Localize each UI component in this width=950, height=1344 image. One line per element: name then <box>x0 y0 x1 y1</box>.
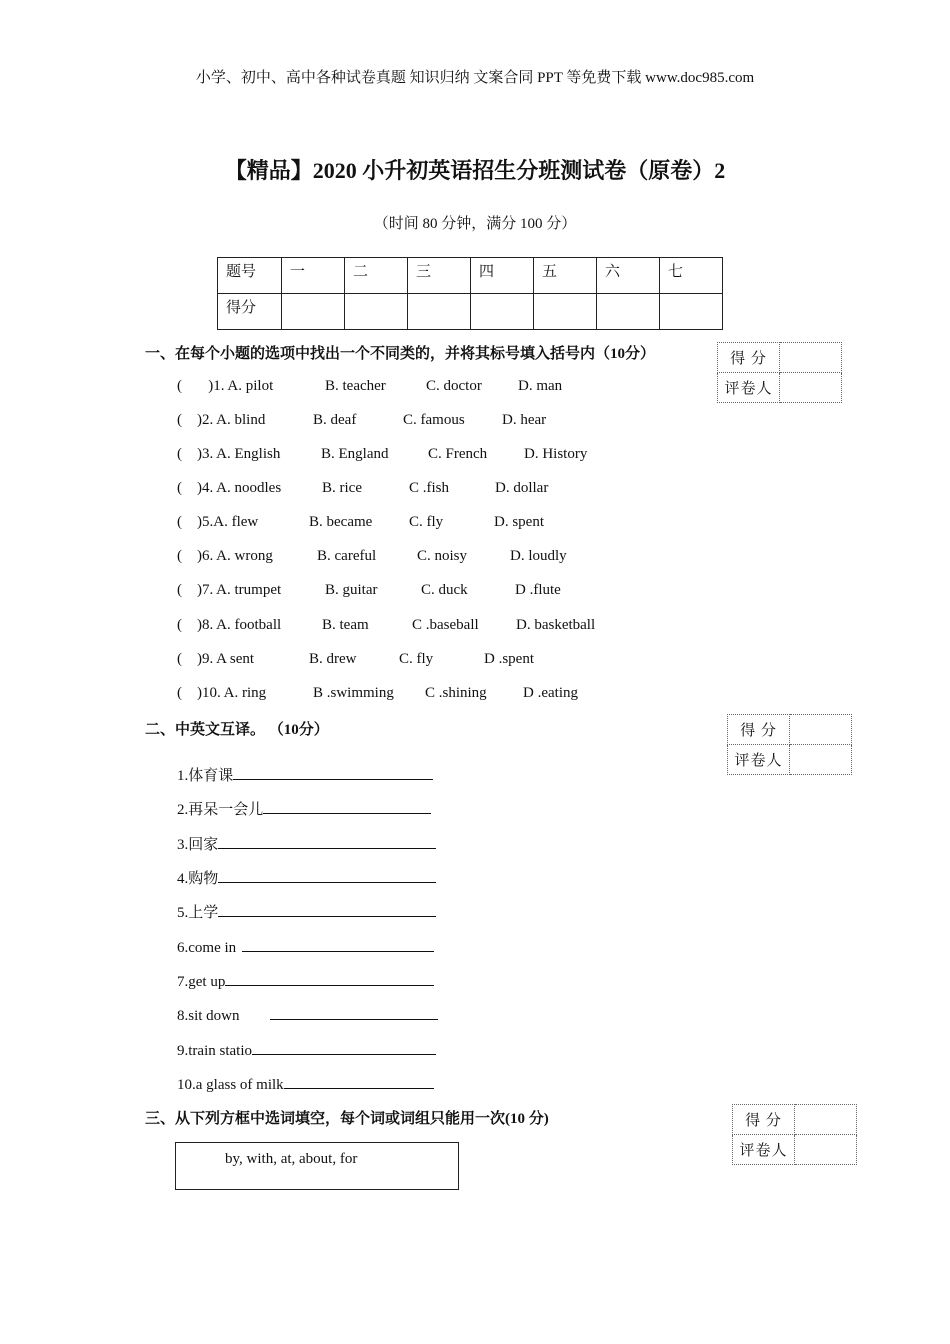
translation-prompt: 10.a glass of milk <box>177 1077 284 1093</box>
option-c: C .baseball <box>412 617 479 633</box>
option-c: C. duck <box>421 582 468 598</box>
option-c: C. fly <box>399 651 434 667</box>
score-table-col: 七 <box>660 258 723 294</box>
score-table-col: 三 <box>408 258 471 294</box>
score-table-col: 四 <box>471 258 534 294</box>
section3-title: 三、从下列方框中选词填空，每个词或词组只能用一次(10 分) <box>145 1111 549 1127</box>
section3-grader-box <box>732 1104 857 1165</box>
translation-prompt: 2.再呆一会儿 <box>177 802 264 818</box>
translation-item <box>177 1004 438 1025</box>
option-d: D .spent <box>484 651 534 667</box>
grader-name-cell[interactable] <box>795 1135 857 1165</box>
score-table-label: 题号 <box>218 258 282 294</box>
page-header: 小学、初中、高中各种试卷真题 知识归纳 文案合同 PPT 等免费下载 www.doc985.com <box>195 70 755 86</box>
option-d: D. man <box>518 378 563 394</box>
option-d: D .eating <box>523 685 578 701</box>
translation-item <box>177 833 436 854</box>
translation-prompt: 7.get up <box>177 974 226 990</box>
question-6: ( )6. A. wrong <box>177 548 273 564</box>
answer-blank[interactable] <box>252 1039 436 1055</box>
option-b: B .swimming <box>313 685 394 701</box>
question-3: ( )3. A. English <box>177 446 281 462</box>
answer-blank[interactable] <box>218 901 436 917</box>
question-5: ( )5.A. flew <box>177 514 259 530</box>
question-1: ( )1. A. pilot <box>177 378 274 394</box>
question-2: ( )2. A. blind <box>177 412 266 428</box>
grader-name-label: 评卷人 <box>728 745 790 775</box>
score-cell[interactable] <box>408 294 471 330</box>
answer-blank[interactable] <box>218 867 436 883</box>
score-cell[interactable] <box>471 294 534 330</box>
option-d: D. loudly <box>510 548 567 564</box>
option-b: B. became <box>309 514 373 530</box>
answer-blank[interactable] <box>242 936 434 952</box>
option-c: C .shining <box>425 685 487 701</box>
option-c: C. famous <box>403 412 465 428</box>
question-4: ( )4. A. noodles <box>177 480 282 496</box>
question-7: ( )7. A. trumpet <box>177 582 282 598</box>
score-table-score-row <box>218 294 723 330</box>
translation-item <box>177 1039 436 1060</box>
grader-score-label: 得 分 <box>728 715 790 745</box>
grader-score-label: 得 分 <box>733 1105 795 1135</box>
translation-prompt: 5.上学 <box>177 905 219 921</box>
score-cell[interactable] <box>660 294 723 330</box>
translation-item <box>177 936 434 957</box>
option-b: B. England <box>321 446 389 462</box>
score-cell[interactable] <box>597 294 660 330</box>
section1-title: 一、在每个小题的选项中找出一个不同类的，并将其标号填入括号内（10分） <box>145 346 656 362</box>
translation-prompt: 6.come in <box>177 940 237 956</box>
option-b: B. rice <box>322 480 362 496</box>
option-b: B. drew <box>309 651 357 667</box>
translation-item <box>177 1073 434 1094</box>
option-b: B. deaf <box>313 412 357 428</box>
grader-name-cell[interactable] <box>790 745 852 775</box>
grader-name-label: 评卷人 <box>733 1135 795 1165</box>
option-d: D. hear <box>502 412 547 428</box>
option-c: C. fly <box>409 514 444 530</box>
answer-blank[interactable] <box>284 1073 434 1089</box>
option-b: B. teacher <box>325 378 386 394</box>
translation-item <box>177 901 436 922</box>
section2-title: 二、中英文互译。 （10分） <box>145 722 329 738</box>
answer-blank[interactable] <box>263 798 431 814</box>
translation-prompt: 3.回家 <box>177 837 219 853</box>
question-9: ( )9. A sent <box>177 651 255 667</box>
page-title: 【精品】2020 小升初英语招生分班测试卷（原卷）2 <box>224 158 726 183</box>
score-table <box>217 257 723 330</box>
answer-blank[interactable] <box>270 1004 438 1020</box>
score-cell[interactable] <box>345 294 408 330</box>
translation-prompt: 8.sit down <box>177 1008 240 1024</box>
translation-item <box>177 764 433 785</box>
exam-duration: （时间 80 分钟，满分 100 分） <box>373 216 577 232</box>
score-table-header-row <box>218 258 723 294</box>
translation-prompt: 9.train statio <box>177 1043 252 1059</box>
grader-score-cell[interactable] <box>780 343 842 373</box>
translation-item <box>177 798 431 819</box>
option-c: C. doctor <box>426 378 482 394</box>
grader-name-label: 评卷人 <box>718 373 780 403</box>
grader-score-label: 得 分 <box>718 343 780 373</box>
grader-name-cell[interactable] <box>780 373 842 403</box>
score-table-col: 六 <box>597 258 660 294</box>
translation-item <box>177 867 436 888</box>
score-table-label: 得分 <box>218 294 282 330</box>
grader-score-cell[interactable] <box>790 715 852 745</box>
score-cell[interactable] <box>282 294 345 330</box>
section2-grader-box <box>727 714 852 775</box>
option-b: B. guitar <box>325 582 378 598</box>
score-table-col: 二 <box>345 258 408 294</box>
option-c: C. French <box>428 446 488 462</box>
option-d: D. spent <box>494 514 544 530</box>
option-c: C. noisy <box>417 548 468 564</box>
option-c: C .fish <box>409 480 450 496</box>
score-table-col: 五 <box>534 258 597 294</box>
score-table-col: 一 <box>282 258 345 294</box>
answer-blank[interactable] <box>218 833 436 849</box>
answer-blank[interactable] <box>225 970 434 986</box>
translation-prompt: 1.体育课 <box>177 768 234 784</box>
option-d: D. History <box>524 446 588 462</box>
option-b: B. careful <box>317 548 377 564</box>
option-d: D. basketball <box>516 617 596 633</box>
answer-blank[interactable] <box>233 764 433 780</box>
section1-grader-box <box>717 342 842 403</box>
option-d: D. dollar <box>495 480 549 496</box>
grader-score-cell[interactable] <box>795 1105 857 1135</box>
option-d: D .flute <box>515 582 561 598</box>
option-b: B. team <box>322 617 369 633</box>
question-8: ( )8. A. football <box>177 617 282 633</box>
translation-prompt: 4.购物 <box>177 871 219 887</box>
score-cell[interactable] <box>534 294 597 330</box>
question-10: ( )10. A. ring <box>177 685 267 701</box>
translation-item <box>177 970 434 991</box>
word-bank-box: by, with, at, about, for <box>175 1142 459 1190</box>
